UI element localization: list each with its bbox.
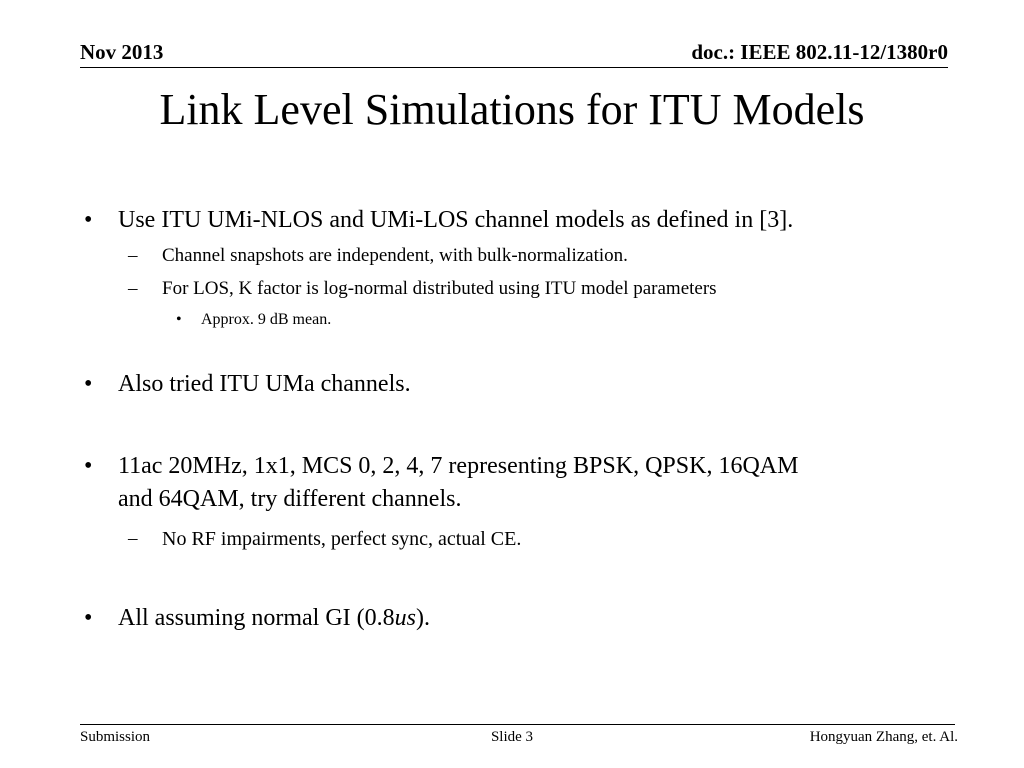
header-doc-id: doc.: IEEE 802.11-12/1380r0 <box>691 40 948 64</box>
bullet-marker: • <box>176 311 182 328</box>
sub-sub-bullet-text: Approx. 9 dB mean. <box>201 311 332 328</box>
bullet-text-italic: us <box>394 605 416 631</box>
bullet-text-suffix: ). <box>415 605 430 631</box>
footer-author: Hongyuan Zhang, et. Al. <box>809 729 958 745</box>
sub-bullet-text: For LOS, K factor is log-normal distributed using ITU model parameters <box>162 278 717 299</box>
bullet-text-prefix: All assuming normal GI (0.8 <box>118 605 395 631</box>
footer-slide-number: Slide 3 <box>490 729 534 745</box>
bullet-marker: • <box>84 605 93 631</box>
bullet-text <box>118 602 430 634</box>
bullet-marker: • <box>84 453 93 479</box>
bullet-marker: • <box>84 207 93 233</box>
bullet-text: Use ITU UMi-NLOS and UMi-LOS channel models as defined in [3]. <box>118 207 794 233</box>
dash-marker: – <box>128 278 138 299</box>
dash-marker: – <box>128 245 138 266</box>
slide-title: Link Level Simulations for ITU Models <box>159 85 865 134</box>
bullet-text: Also tried ITU UMa channels. <box>118 371 411 397</box>
bullet-text-line1: 11ac 20MHz, 1x1, MCS 0, 2, 4, 7 representing BPSK, QPSK, 16QAM <box>118 453 799 479</box>
bullet-marker: • <box>84 371 93 397</box>
header-divider <box>80 67 948 68</box>
sub-bullet-text: No RF impairments, perfect sync, actual CE. <box>162 528 522 550</box>
dash-marker: – <box>128 528 138 549</box>
header-date: Nov 2013 <box>80 40 164 64</box>
bullet-text-line2: and 64QAM, try different channels. <box>118 486 462 512</box>
sub-bullet-text: Channel snapshots are independent, with bulk-normalization. <box>162 245 628 266</box>
footer-divider <box>80 724 955 725</box>
footer-submission: Submission <box>80 729 151 745</box>
